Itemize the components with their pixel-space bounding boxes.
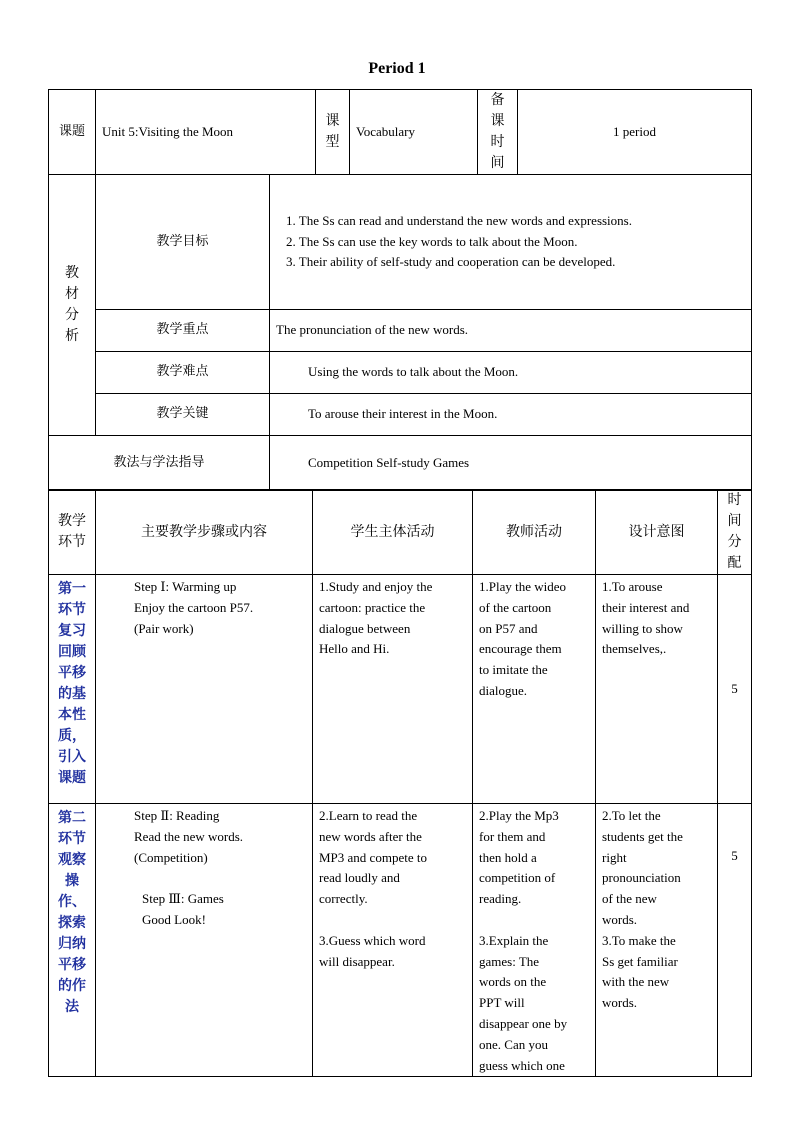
student-line: Hello and Hi. (319, 641, 390, 657)
steps-cell (96, 804, 313, 1077)
step-line: Good Look! (142, 911, 206, 927)
crux-label: 教学关键 (96, 394, 270, 436)
teacher-line: competition of (479, 870, 556, 886)
teacher-line: of the cartoon (479, 599, 552, 615)
intent-line: with the new (602, 974, 670, 990)
teacher-line (479, 910, 589, 931)
student-line: MP3 and compete to (319, 849, 427, 865)
intent-line: pronounciation (602, 870, 681, 886)
crux-value: To arouse their interest in the Moon. (270, 394, 752, 436)
step-line: (Competition) (134, 849, 208, 865)
student-line: will disappear. (319, 953, 395, 969)
header-student: 学生主体活动 (313, 490, 473, 575)
student-cell (313, 804, 473, 1077)
goal-item: 1. The Ss can read and understand the new words and expressions. (286, 212, 632, 228)
stage-text: 第二环节观察操作、探索归纳平移的作法 (58, 810, 86, 1015)
header-intent: 设计意图 (596, 490, 718, 575)
stage-cell (49, 575, 96, 804)
student-line: correctly. (319, 891, 368, 907)
step-line: Step Ⅲ: Games (142, 891, 224, 907)
teacher-line: 1.Play the wideo (479, 579, 567, 594)
type-label (316, 90, 350, 175)
intent-cell (596, 804, 718, 1077)
intent-line: of the new (602, 891, 657, 907)
intent-line: their interest and (602, 599, 690, 615)
type-value: Vocabulary (350, 90, 478, 175)
prep-label (478, 90, 518, 175)
student-line: new words after the (319, 828, 422, 844)
type-label-text: 课型 (325, 113, 340, 150)
student-line: 3.Guess which word (319, 932, 426, 948)
goal-item: 3. Their ability of self-study and cooperation can be developed. (286, 254, 616, 270)
header-stage-text: 教学环节 (58, 513, 86, 550)
goal-item: 2. The Ss can use the key words to talk about the Moon. (286, 233, 578, 249)
intent-line: right (602, 849, 627, 865)
teacher-line: PPT will (479, 995, 525, 1011)
intent-line: words. (602, 995, 638, 1011)
step-line: (Pair work) (134, 620, 194, 636)
teacher-line: one. Can you (479, 1036, 548, 1052)
teacher-line: to imitate the (479, 662, 548, 678)
difficulty-label: 教学难点 (96, 352, 270, 394)
step-line: Step Ⅱ: Reading (134, 808, 220, 823)
page-title: Period 1 (368, 60, 426, 77)
student-line: 2.Learn to read the (319, 808, 418, 823)
header-steps: 主要教学步骤或内容 (96, 490, 313, 575)
teacher-line: 3.Explain the (479, 932, 549, 948)
method-value: Competition Self-study Games (270, 436, 752, 491)
intent-line: 3.To make the (602, 932, 676, 948)
student-line: dialogue between (319, 620, 411, 636)
teacher-line: on P57 and (479, 620, 538, 636)
student-cell (313, 575, 473, 804)
intent-line: words. (602, 911, 638, 927)
teacher-cell (473, 575, 596, 804)
step-line: Read the new words. (134, 828, 244, 844)
goals-label: 教学目标 (96, 175, 270, 310)
intent-line: 2.To let the (602, 808, 661, 823)
teacher-line: then hold a (479, 849, 537, 865)
teacher-cell (473, 804, 596, 1077)
intent-line: students get the (602, 828, 683, 844)
intent-cell (596, 575, 718, 804)
prep-label-text: 备课时间 (490, 92, 505, 171)
step-line (134, 868, 312, 889)
teacher-line: dialogue. (479, 682, 528, 698)
key-label: 教学重点 (96, 310, 270, 352)
goals-cell (270, 175, 752, 310)
intent-line: 1.To arouse (602, 579, 663, 594)
table-row (49, 575, 752, 804)
goals-list (278, 211, 751, 273)
teacher-line: disappear one by (479, 1015, 568, 1031)
stage-cell (49, 804, 96, 1077)
student-line: read loudly and (319, 870, 400, 886)
step-line: Enjoy the cartoon P57. (134, 599, 254, 615)
teacher-line: encourage them (479, 641, 562, 657)
time-cell: 5 (718, 575, 752, 804)
student-line: cartoon: practice the (319, 599, 426, 615)
teacher-line: reading. (479, 891, 522, 907)
header-stage (49, 490, 96, 575)
intent-line: Ss get familiar (602, 953, 678, 969)
table-row (49, 804, 752, 1077)
lesson-info-table (48, 89, 752, 491)
analysis-section-label (49, 175, 96, 436)
difficulty-value: Using the words to talk about the Moon. (270, 352, 752, 394)
process-table (48, 489, 752, 1077)
topic-value: Unit 5:Visiting the Moon (96, 90, 316, 175)
intent-line: willing to show (602, 620, 683, 636)
teacher-line: for them and (479, 828, 546, 844)
student-line (319, 910, 466, 931)
student-line: 1.Study and enjoy the (319, 579, 433, 594)
key-value: The pronunciation of the new words. (270, 310, 752, 352)
header-teacher: 教师活动 (473, 490, 596, 575)
teacher-line: 2.Play the Mp3 (479, 808, 559, 823)
steps-cell (96, 575, 313, 804)
topic-label: 课题 (49, 90, 96, 175)
analysis-section-text: 教材分析 (65, 265, 79, 344)
header-time (718, 490, 752, 575)
prep-value: 1 period (518, 90, 752, 175)
header-time-text: 时间分配 (727, 492, 742, 571)
teacher-line: words on the (479, 974, 547, 990)
step-line: Step Ⅰ: Warming up (134, 579, 237, 594)
teacher-line: guess which one (479, 1057, 565, 1073)
intent-line: themselves,. (602, 641, 667, 657)
method-label: 教法与学法指导 (49, 436, 270, 491)
teacher-line: games: The (479, 953, 540, 969)
time-cell: 5 (718, 804, 752, 1077)
stage-text: 第一环节复习回顾平移的基本性质，引入课题 (58, 581, 86, 786)
